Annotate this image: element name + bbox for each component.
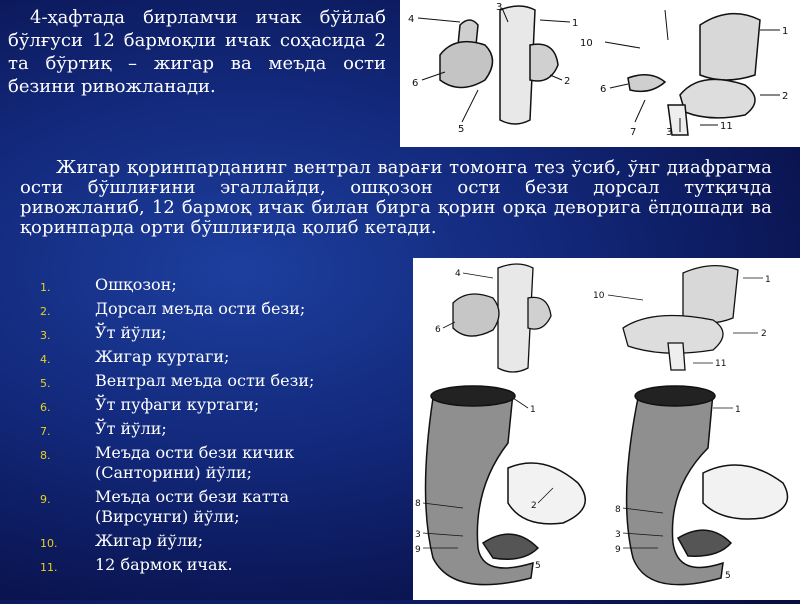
label-2c: 2 [761,329,767,339]
embryo-drawing-bottom [413,258,800,600]
embryo-figure-top [400,0,800,147]
label-2d: 2 [531,501,537,511]
embryo-figure-bottom [413,258,800,600]
legend-item: 11. 12 бармоқ ичак. [40,555,233,574]
legend-item: 9. Меъда ости бези катта (Вирсунги) йўли; [40,487,290,526]
legend-item: 3. Ўт йўли; [40,323,167,342]
legend-item: 5. Вентрал меъда ости бези; [40,371,315,390]
label-1: 1 [572,18,579,29]
label-8: 8 [415,499,421,509]
legend-item: 10. Жигар йўли; [40,531,204,550]
label-3e: 3 [615,530,621,540]
label-5e: 5 [725,571,731,581]
label-4: 4 [408,14,415,25]
label-10: 10 [580,38,593,49]
legend-item: 6. Ўт пуфаги куртаги; [40,395,260,414]
label-3: 3 [496,2,503,13]
legend-item: 7. Ўт йўли; [40,419,167,438]
legend-item: 8. Меъда ости бези кичик (Санторини) йўли; [40,443,295,482]
label-3b: 3 [666,127,673,138]
label-7: 7 [630,127,637,138]
label-9: 9 [415,545,421,555]
label-8e: 8 [615,505,621,515]
label-4c: 4 [455,269,461,279]
label-1c: 1 [765,275,771,285]
label-10c: 10 [593,291,605,301]
label-1d: 1 [530,405,536,415]
label-3d: 3 [415,530,421,540]
intro-paragraph: 4-ҳафтада бирламчи ичак бўйлаб бўлғуси 12 бармоқли ичак соҳасида 2 та бўртиқ – жигар ва меъда ости безини ривожланади. [8,7,386,97]
label-5d: 5 [535,561,541,571]
legend-list [40,275,370,579]
label-9e: 9 [615,545,621,555]
label-6c: 6 [435,325,441,335]
body-paragraph: Жигар қоринпарданинг вентрал варағи томонга тез ўсиб, ўнг диафрагма ости бўшлиғини эгаллайди, ошқозон ости бези дорсал тутқичда ривожланиб, 12 бармоқ ичак билан бирга қорин орқа деворига ёпдошади ва қоринпарда орти бўшлиғида қолиб кетади. [20,157,772,238]
label-5: 5 [458,124,465,135]
label-2b: 2 [782,91,789,102]
label-6: 6 [412,78,419,89]
label-11c: 11 [715,359,727,369]
label-11: 11 [720,121,733,132]
label-2: 2 [564,76,571,87]
label-6b: 6 [600,84,607,95]
embryo-drawing-top [400,0,800,147]
legend-item: 1. Ошқозон; [40,275,177,294]
legend-item: 2. Дорсал меъда ости бези; [40,299,306,318]
label-1b: 1 [782,26,789,37]
legend-item: 4. Жигар куртаги; [40,347,230,366]
label-1e: 1 [735,405,741,415]
